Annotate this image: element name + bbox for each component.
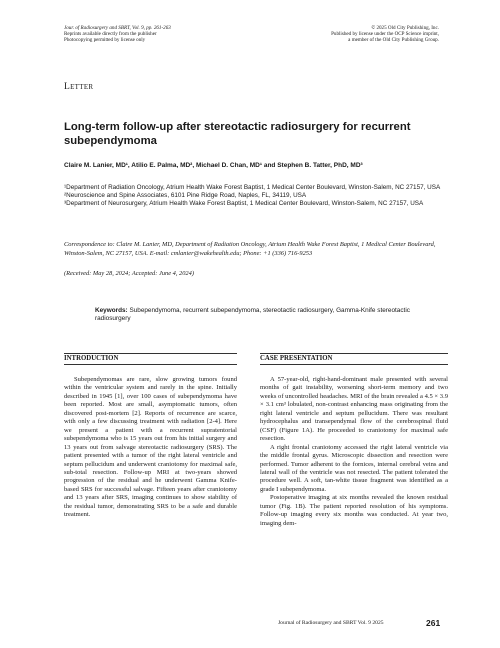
- case-presentation-body: [260, 376, 448, 528]
- case-paragraph-2: A right frontal craniotomy accessed the right lateral ventricle via the middle frontal gyrus. Microscopic dissection and resection were performed. Tumor adherent to the fornices, internal cerebral veins and lateral wall of the ventricle was not resected. The patient tolerated the procedure well. A soft, tan-white tissue fragment was identified as a grade I subependymoma.: [260, 443, 448, 493]
- keywords-block: [95, 307, 415, 324]
- article-type-label: Letter: [64, 82, 94, 92]
- footer-journal-info: Journal of Radiosurgery and SBRT Vol. 9 2025: [278, 620, 384, 626]
- affiliation-2: ²Neuroscience and Spine Associates, 6101 Pine Ridge Road, Naples, FL, 34119, USA: [64, 192, 307, 200]
- photocopy-note: Photocopying permitted by license only: [64, 37, 146, 44]
- journal-citation: Jour. of Radiosurgery and SBRT, Vol. 9, pp. 261-263: [64, 25, 171, 31]
- reprints-note: Reprints available directly from the publisher: [64, 31, 157, 38]
- right-heading-rule-bottom: [260, 364, 448, 365]
- case-paragraph-1: A 57-year-old, right-hand-dominant male presented with several months of gait instability, worsening short-term memory and two weeks of uncontrolled headaches. MRI of the brain revealed a 4.5 × 3.9 × 3.1 cm³ lobulated, non-contrast enhancing mass originating from the right lateral ventricle and septum pellucidum. There was resultant hydrocephalus and transependymal flow of the cerebrospinal fluid (CSF) (Figure 1A). He proceeded to craniotomy for maximal safe resection.: [260, 376, 448, 443]
- running-header-left: [64, 25, 264, 44]
- affiliation-3: ³Department of Neurosurgery, Atrium Health Wake Forest Baptist, 1 Medical Center Boulevard, Winston-Salem, NC 27157, USA: [64, 200, 424, 208]
- page-number: 261: [426, 618, 441, 628]
- keywords-text: Subependymoma, recurrent subependymoma, stereotactic radiosurgery, Gamma-Knife stereotactic radiosurgery: [95, 307, 410, 323]
- section-heading-introduction: INTRODUCTION: [64, 354, 119, 362]
- introduction-body: [64, 376, 237, 520]
- license-line: Published by license under the OCP Science imprint,: [331, 31, 439, 38]
- keywords-label: Keywords:: [95, 307, 128, 314]
- publisher-group-line: a member of the Old City Publishing Group.: [348, 37, 439, 44]
- case-paragraph-3: Postoperative imaging at six months revealed the known residual tumor (Fig. 1B). The patient reported resolution of his symptoms. Follow-up imaging every six months was conducted. At year two, imaging dem-: [260, 494, 448, 527]
- running-header-right: [239, 25, 439, 44]
- article-title: Long-term follow-up after stereotactic radiosurgery for recurrent subependymoma: [64, 121, 411, 147]
- correspondence-note: Correspondence to: Claire M. Lanier, MD, Department of Radiation Oncology, Atrium Health Wake Forest Baptist, 1 Medical Center Boulevard, Winston-Salem, NC 27157, USA. E-mail: cmlanier@wakehealth.edu; Phone: +1 (336) 716-9253: [64, 241, 436, 257]
- author-list: Claire M. Lanier, MD¹, Atilio E. Palma, MD², Michael D. Chan, MD¹ and Stephen B. Tatter, PhD, MD³: [64, 162, 363, 169]
- copyright-line: © 2025 Old City Publishing, Inc.: [371, 25, 439, 31]
- section-heading-case-presentation: CASE PRESENTATION: [260, 354, 333, 362]
- left-heading-rule-bottom: [64, 364, 237, 365]
- affiliation-1: ¹Department of Radiation Oncology, Atrium Health Wake Forest Baptist, 1 Medical Center Boulevard, Winston-Salem, NC 27157, USA: [64, 184, 441, 191]
- introduction-paragraph: Subependymomas are rare, slow growing tumors found within the ventricular system and rarely in the spine. Initially described in 1945 [1], over 100 cases of subependymoma have been reported. Most are small, asymptomatic tumors, often discovered post-mortem [2]. Reports of recurrence are scarce, with only a few discussing treatment with radiation [2-4]. Here we present a patient with a recurrent supratentorial subependymoma who is 15 years out from his initial surgery and 13 years out from salvage stereotactic radiosurgery (SRS). The patient presented with a tumor of the right lateral ventricle and septum pellucidum and underwent craniotomy for maximal safe, sub-total resection. Follow-up MRI at two-years showed progression of the residual and he underwent Gamma Knife-based SRS for successful salvage. Fifteen years after craniotomy and 13 years after SRS, imaging continues to show stability of the residual tumor, demonstrating SRS to be a safe and durable treatment.: [64, 376, 237, 519]
- affiliations: [64, 184, 446, 209]
- received-dates: (Received: May 28, 2024; Accepted: June 4, 2024): [64, 270, 194, 277]
